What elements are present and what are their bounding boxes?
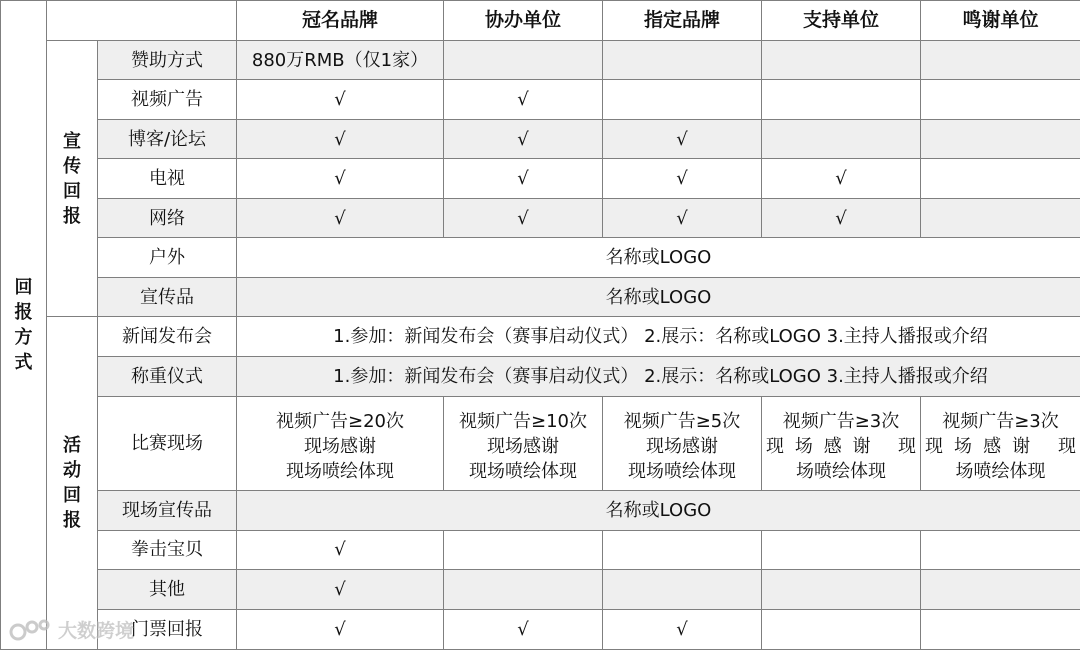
vertical-char: 回: [63, 180, 81, 202]
row-label: 新闻发布会: [98, 317, 237, 357]
table-cell: [444, 41, 603, 80]
merged-cell: 名称或LOGO: [237, 490, 1080, 530]
table-row-press: [1, 317, 1080, 357]
row-label: 门票回报: [98, 609, 237, 649]
table-row-other: [1, 569, 1080, 609]
group-label-return-method: [1, 1, 47, 650]
vertical-char: 回: [14, 277, 33, 298]
vertical-char: 报: [63, 205, 81, 227]
watermark-text: 大数跨境: [58, 620, 135, 642]
check-cell: √: [444, 609, 603, 649]
row-label: 拳击宝贝: [98, 530, 237, 569]
header-supporter: 支持单位: [762, 1, 921, 41]
vertical-char: 报: [63, 510, 81, 532]
table-row-sponsor: [1, 41, 1080, 80]
row-label: 博客/论坛: [98, 120, 237, 159]
check-cell: √: [444, 80, 603, 120]
cell-line: 现场感谢: [646, 436, 718, 458]
check-cell: √: [444, 120, 603, 159]
table-cell: [921, 80, 1080, 120]
cell-line: 视频广告≥3次: [782, 411, 900, 433]
table-row-boxing-babe: [1, 530, 1080, 569]
check-cell: √: [603, 159, 762, 199]
check-cell: √: [762, 159, 921, 199]
table-cell: [444, 530, 603, 569]
table-row-tv: [1, 159, 1080, 199]
check-cell: √: [603, 199, 762, 238]
vertical-char: 动: [63, 460, 81, 482]
match-site-cell: [603, 397, 762, 490]
row-label: 网络: [98, 199, 237, 238]
table-cell: [921, 569, 1080, 609]
merged-cell: 1.参加：新闻发布会（赛事启动仪式） 2.展示：名称或LOGO 3.主持人播报或介绍: [237, 317, 1080, 357]
cell-line: 现场感谢: [487, 436, 559, 458]
merged-cell: 名称或LOGO: [237, 238, 1080, 278]
table-cell: [921, 159, 1080, 199]
table-cell: [603, 569, 762, 609]
cell-line: 现场感谢 现: [766, 436, 916, 458]
check-cell: √: [237, 159, 444, 199]
cell-line: 现场喷绘体现: [628, 461, 736, 483]
row-label: 比赛现场: [98, 397, 237, 490]
table-cell: [921, 530, 1080, 569]
cell-line: 视频广告≥3次: [942, 411, 1059, 433]
check-cell: √: [237, 609, 444, 649]
vertical-char: 传: [63, 155, 81, 177]
group-label-activity: [47, 317, 98, 650]
match-site-cell: [921, 397, 1080, 490]
header-title-sponsor: 冠名品牌: [237, 1, 444, 41]
table-cell: [444, 569, 603, 609]
header-co-organizer: 协办单位: [444, 1, 603, 41]
table-row-network: [1, 199, 1080, 238]
table-cell: [603, 80, 762, 120]
header-acknowledgement: 鸣谢单位: [921, 1, 1080, 41]
table-cell: [762, 120, 921, 159]
cell-line: 视频广告≥5次: [623, 411, 741, 433]
cell-line: 现场喷绘体现: [469, 461, 577, 483]
table-row-weighin: [1, 357, 1080, 397]
header-row: [1, 1, 1080, 41]
cell-line: 场喷绘体现: [796, 461, 886, 483]
vertical-char: 式: [14, 352, 33, 373]
table-row-video-ad: [1, 80, 1080, 120]
check-cell: √: [237, 120, 444, 159]
table-cell: [921, 41, 1080, 80]
cell-line: 视频广告≥20次: [276, 411, 404, 433]
group-label-activity-text: [47, 433, 97, 533]
row-label: 电视: [98, 159, 237, 199]
row-label: 称重仪式: [98, 357, 237, 397]
table-cell: [762, 530, 921, 569]
table-row-promo-item: [1, 278, 1080, 317]
vertical-char: 报: [14, 302, 33, 323]
cell-line: 现场感谢: [304, 436, 376, 458]
check-cell: √: [237, 80, 444, 120]
table-cell: 880万RMB（仅1家）: [237, 41, 444, 80]
merged-cell: 1.参加：新闻发布会（赛事启动仪式） 2.展示：名称或LOGO 3.主持人播报或介绍: [237, 357, 1080, 397]
check-cell: √: [237, 199, 444, 238]
match-site-cell: [444, 397, 603, 490]
cell-line: 视频广告≥10次: [459, 411, 587, 433]
check-cell: √: [603, 609, 762, 649]
row-label: 其他: [98, 569, 237, 609]
check-cell: √: [444, 159, 603, 199]
group-label-promo-text: [47, 129, 97, 229]
row-label: 宣传品: [98, 278, 237, 317]
table-row-ticket: [1, 609, 1080, 649]
group-label-promo: [47, 41, 98, 317]
group-outer-text: [1, 275, 46, 375]
vertical-char: 活: [63, 435, 81, 457]
check-cell: √: [603, 120, 762, 159]
cell-line: 现场感谢 现: [925, 436, 1076, 458]
row-label: 视频广告: [98, 80, 237, 120]
table-row-outdoor: [1, 238, 1080, 278]
table-cell: [762, 569, 921, 609]
check-cell: √: [237, 530, 444, 569]
table-row-match-site: [1, 397, 1080, 490]
table-cell: [921, 199, 1080, 238]
table-cell: [762, 609, 921, 649]
match-site-cell: [762, 397, 921, 490]
row-label: 现场宣传品: [98, 490, 237, 530]
cell-line: 场喷绘体现: [955, 461, 1046, 483]
table-cell: [921, 609, 1080, 649]
row-label: 赞助方式: [98, 41, 237, 80]
table-cell: [921, 120, 1080, 159]
table-row-site-promo: [1, 490, 1080, 530]
table-cell: [603, 530, 762, 569]
vertical-char: 方: [14, 327, 33, 348]
vertical-char: 回: [63, 485, 81, 507]
check-cell: √: [237, 569, 444, 609]
header-corner: [47, 1, 237, 41]
check-cell: √: [444, 199, 603, 238]
table-cell: [762, 41, 921, 80]
cell-line: 现场喷绘体现: [286, 461, 394, 483]
match-site-cell: [237, 397, 444, 490]
merged-cell: 名称或LOGO: [237, 278, 1080, 317]
table-row-blog: [1, 120, 1080, 159]
header-designated-brand: 指定品牌: [603, 1, 762, 41]
table-cell: [603, 41, 762, 80]
check-cell: √: [762, 199, 921, 238]
row-label: 户外: [98, 238, 237, 278]
table-cell: [762, 80, 921, 120]
vertical-char: 宣: [63, 130, 81, 152]
